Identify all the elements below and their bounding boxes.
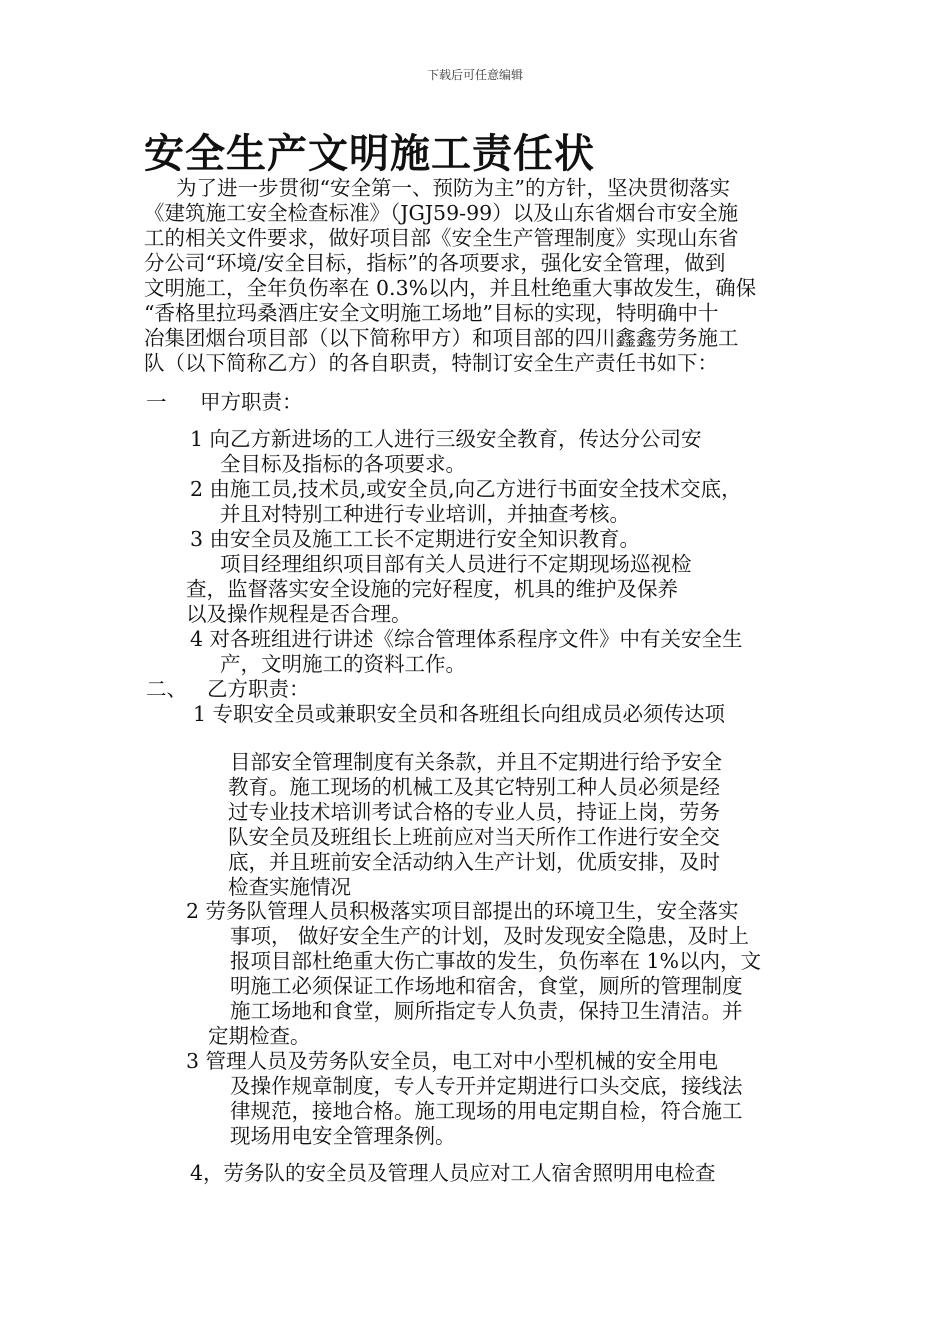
section1-line: 以及操作规程是否合理。 bbox=[186, 602, 412, 626]
section1-line: 1 向乙方新进场的工人进行三级安全教育，传达分公司安 bbox=[190, 427, 702, 451]
intro-line: 冶集团烟台项目部（以下简称甲方）和项目部的四川鑫鑫劳务施工 bbox=[144, 326, 739, 350]
intro-line: 为了进一步贯彻“安全第一、预防为主”的方针，坚决贯彻落实 bbox=[176, 176, 730, 200]
section2-line: 目部安全管理制度有关条款，并且不定期进行给予安全 bbox=[230, 750, 722, 774]
section2-line: 及操作规章制度，专人专开并定期进行口头交底，接线法 bbox=[230, 1074, 743, 1098]
section2-line: 4，劳务队的安全员及管理人员应对工人宿舍照明用电检查 bbox=[190, 1161, 716, 1185]
intro-line: 文明施工，全年负伤率在 0.3%以内，并且杜绝重大事故发生，确保 bbox=[144, 276, 757, 300]
section2-line: 事项， 做好安全生产的计划，及时发现安全隐患，及时上 bbox=[230, 924, 750, 948]
intro-line: 队（以下简称乙方）的各自职责，特制订安全生产责任书如下： bbox=[144, 351, 718, 375]
section1-line: 项目经理组织项目部有关人员进行不定期现场巡视检 bbox=[220, 552, 692, 576]
intro-line: 分公司“环境/安全目标，指标”的各项要求，强化安全管理，做到 bbox=[144, 251, 726, 275]
section-number: 二、 bbox=[146, 677, 187, 701]
section2-line: 现场用电安全管理条例。 bbox=[230, 1124, 456, 1148]
section1-line: 产，文明施工的资料工作。 bbox=[220, 652, 466, 676]
section-heading: 乙方职责： bbox=[207, 677, 310, 701]
section-heading: 甲方职责： bbox=[200, 390, 303, 414]
intro-line: 工的相关文件要求，做好项目部《安全生产管理制度》实现山东省 bbox=[144, 226, 739, 250]
section2-line: 律规范，接地合格。施工现场的用电定期自检，符合施工 bbox=[230, 1099, 743, 1123]
section2-line: 教育。施工现场的机械工及其它特别工种人员必须是经 bbox=[228, 775, 720, 799]
page-header: 下载后可任意编辑 bbox=[426, 68, 523, 82]
section2-line: 2 劳务队管理人员积极落实项目部提出的环境卫生，安全落实 bbox=[186, 899, 739, 923]
section2-line: 定期检查。 bbox=[208, 1024, 311, 1048]
section1-line: 全目标及指标的各项要求。 bbox=[220, 452, 466, 476]
intro-line: “香格里拉玛桑酒庄安全文明施工场地”目标的实现，特明确中十 bbox=[144, 301, 719, 325]
section2-line: 施工场地和食堂，厕所指定专人负责，保持卫生清洁。并 bbox=[230, 999, 743, 1023]
section2-line: 1 专职安全员或兼职安全员和各班组长向组成员必须传达项 bbox=[193, 702, 726, 726]
intro-line: 《建筑施工安全检查标准》（JGJ59-99）以及山东省烟台市安全施 bbox=[144, 201, 739, 225]
section2-line: 3 管理人员及劳务队安全员，电工对中小型机械的安全用电 bbox=[186, 1049, 719, 1073]
section1-line: 并且对特别工种进行专业培训，并抽查考核。 bbox=[220, 502, 630, 526]
section-number: 一 bbox=[146, 390, 167, 414]
section2-line: 报项目部杜绝重大伤亡事故的发生，负伤率在 1%以内，文 bbox=[230, 949, 762, 973]
section2-line: 检查实施情况 bbox=[228, 875, 351, 899]
section2-line: 底，并且班前安全活动纳入生产计划，优质安排，及时 bbox=[228, 850, 720, 874]
section1-line: 3 由安全员及施工工长不定期进行安全知识教育。 bbox=[190, 527, 641, 551]
section1-line: 查，监督落实安全设施的完好程度，机具的维护及保养 bbox=[186, 577, 678, 601]
document-title: 安全生产文明施工责任状 bbox=[144, 130, 595, 177]
section2-line: 过专业技术培训考试合格的专业人员，持证上岗，劳务 bbox=[228, 800, 720, 824]
section2-line: 队安全员及班组长上班前应对当天所作工作进行安全交 bbox=[228, 825, 720, 849]
section2-line: 明施工必须保证工作场地和宿舍，食堂，厕所的管理制度 bbox=[230, 974, 743, 998]
section1-line: 4 对各班组进行讲述《综合管理体系程序文件》中有关安全生 bbox=[190, 627, 743, 651]
section1-line: 2 由施工员,技术员,或安全员,向乙方进行书面安全技术交底， bbox=[190, 477, 742, 501]
